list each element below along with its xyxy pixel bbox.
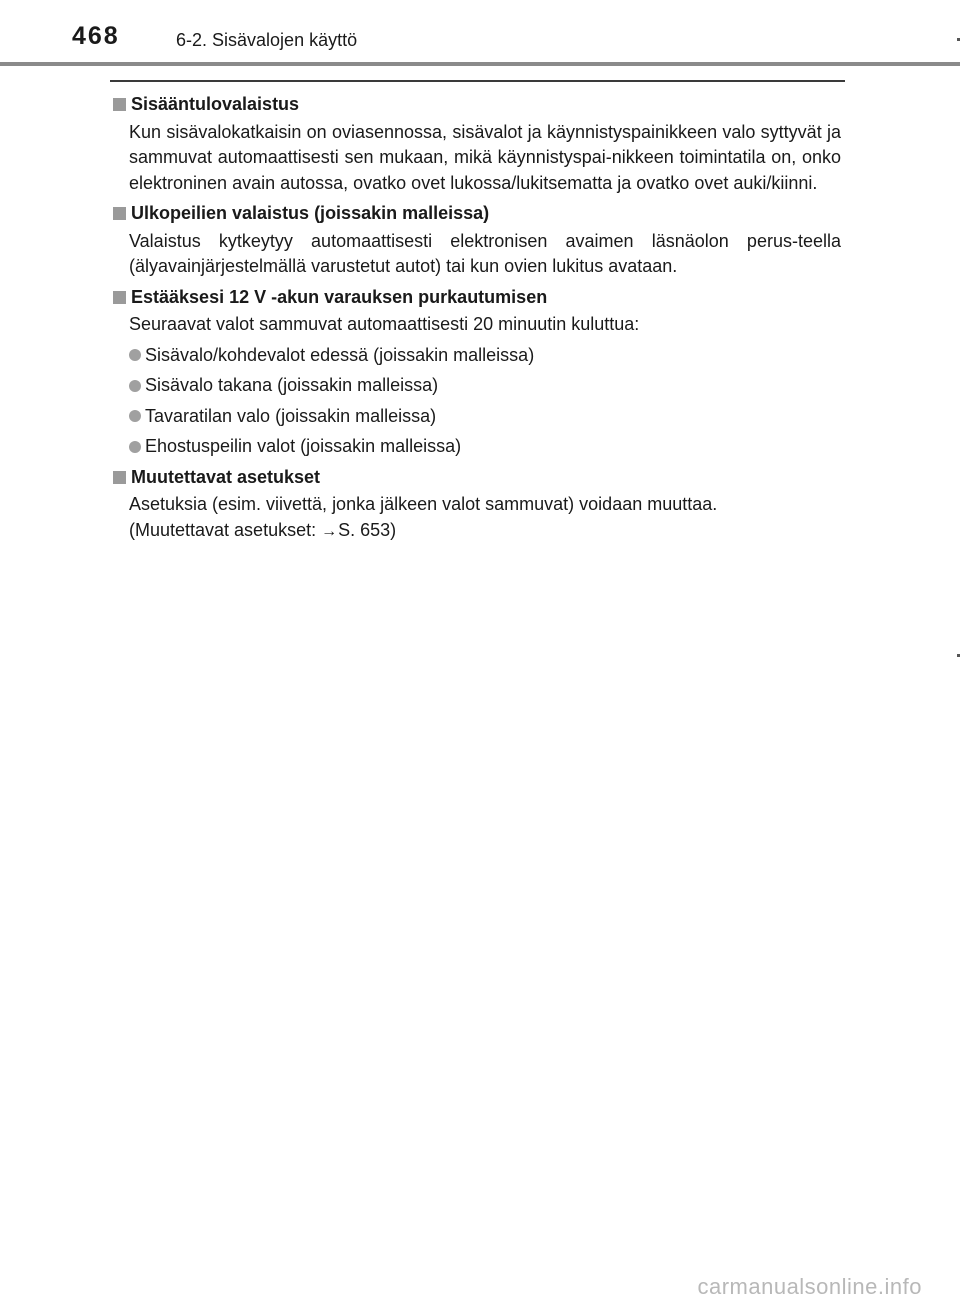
square-bullet-icon xyxy=(113,207,126,220)
section-heading xyxy=(110,465,841,491)
section-heading-text: Sisääntulovalaistus xyxy=(131,94,300,114)
section-heading-text: Estääksesi 12 V -akun varauksen purkautumisen xyxy=(131,286,548,307)
square-bullet-icon xyxy=(113,98,126,111)
reference-prefix: (Muutettavat asetukset: xyxy=(129,519,322,540)
section-paragraph: Seuraavat valot sammuvat automaattisesti 20 minuutin kuluttua: xyxy=(129,314,640,334)
section-paragraph xyxy=(129,492,841,544)
list-item-text: Sisävalo/kohdevalot edessä (joissakin malleissa) xyxy=(145,344,535,365)
list-item-text: Tavaratilan valo (joissakin malleissa) xyxy=(145,405,437,426)
page-number: 468 xyxy=(72,22,120,50)
section-title: 6-2. Sisävalojen käyttö xyxy=(176,30,358,50)
reference-target: S. 653) xyxy=(338,519,397,540)
round-bullet-icon xyxy=(129,410,141,422)
square-bullet-icon xyxy=(113,291,126,304)
round-bullet-icon xyxy=(129,380,141,392)
section-heading xyxy=(110,201,841,227)
list-item-text: Sisävalo takana (joissakin malleissa) xyxy=(145,375,439,395)
list-item xyxy=(129,373,841,399)
section-heading xyxy=(110,285,841,311)
header-divider xyxy=(0,62,960,66)
section-heading xyxy=(110,92,841,118)
cross-reference[interactable] xyxy=(129,520,396,540)
list-item xyxy=(129,343,841,369)
section-paragraph: Kun sisävalokatkaisin on oviasennossa, sisävalot ja käynnistyspainikkeen valo syttyvät ja sammuvat automaattisesti sen mukaan, mikä käynnistyspai-nikkeen toimintatila on, onko elektroninen avain autossa, ovatko ovet lukossa/lukitsematta ja ovatko ovet auki/kiinni. xyxy=(129,121,841,193)
square-bullet-icon xyxy=(113,471,126,484)
list-item xyxy=(129,404,841,430)
section-paragraph: Valaistus kytkeytyy automaattisesti elektronisen avaimen läsnäolon perus-teella (älyavainjärjestelmällä varustetut autot) tai kun ovien lukitus avataan. xyxy=(129,230,841,276)
page-header xyxy=(0,0,960,68)
page-content xyxy=(110,92,841,548)
list-item-text: Ehostuspeilin valot (joissakin malleissa) xyxy=(145,436,462,456)
section-heading-text: Muutettavat asetukset xyxy=(131,466,321,487)
arrow-right-icon: → xyxy=(321,522,338,540)
round-bullet-icon xyxy=(129,441,141,453)
section-paragraph-text: Asetuksia (esim. viivettä, jonka jälkeen valot sammuvat) voidaan muuttaa. xyxy=(129,494,718,514)
watermark: carmanualsonline.info xyxy=(697,1274,922,1299)
content-divider xyxy=(110,80,845,82)
round-bullet-icon xyxy=(129,349,141,361)
list-item xyxy=(129,434,841,460)
section-heading-text: Ulkopeilien valaistus (joissakin malleissa) xyxy=(131,203,490,223)
